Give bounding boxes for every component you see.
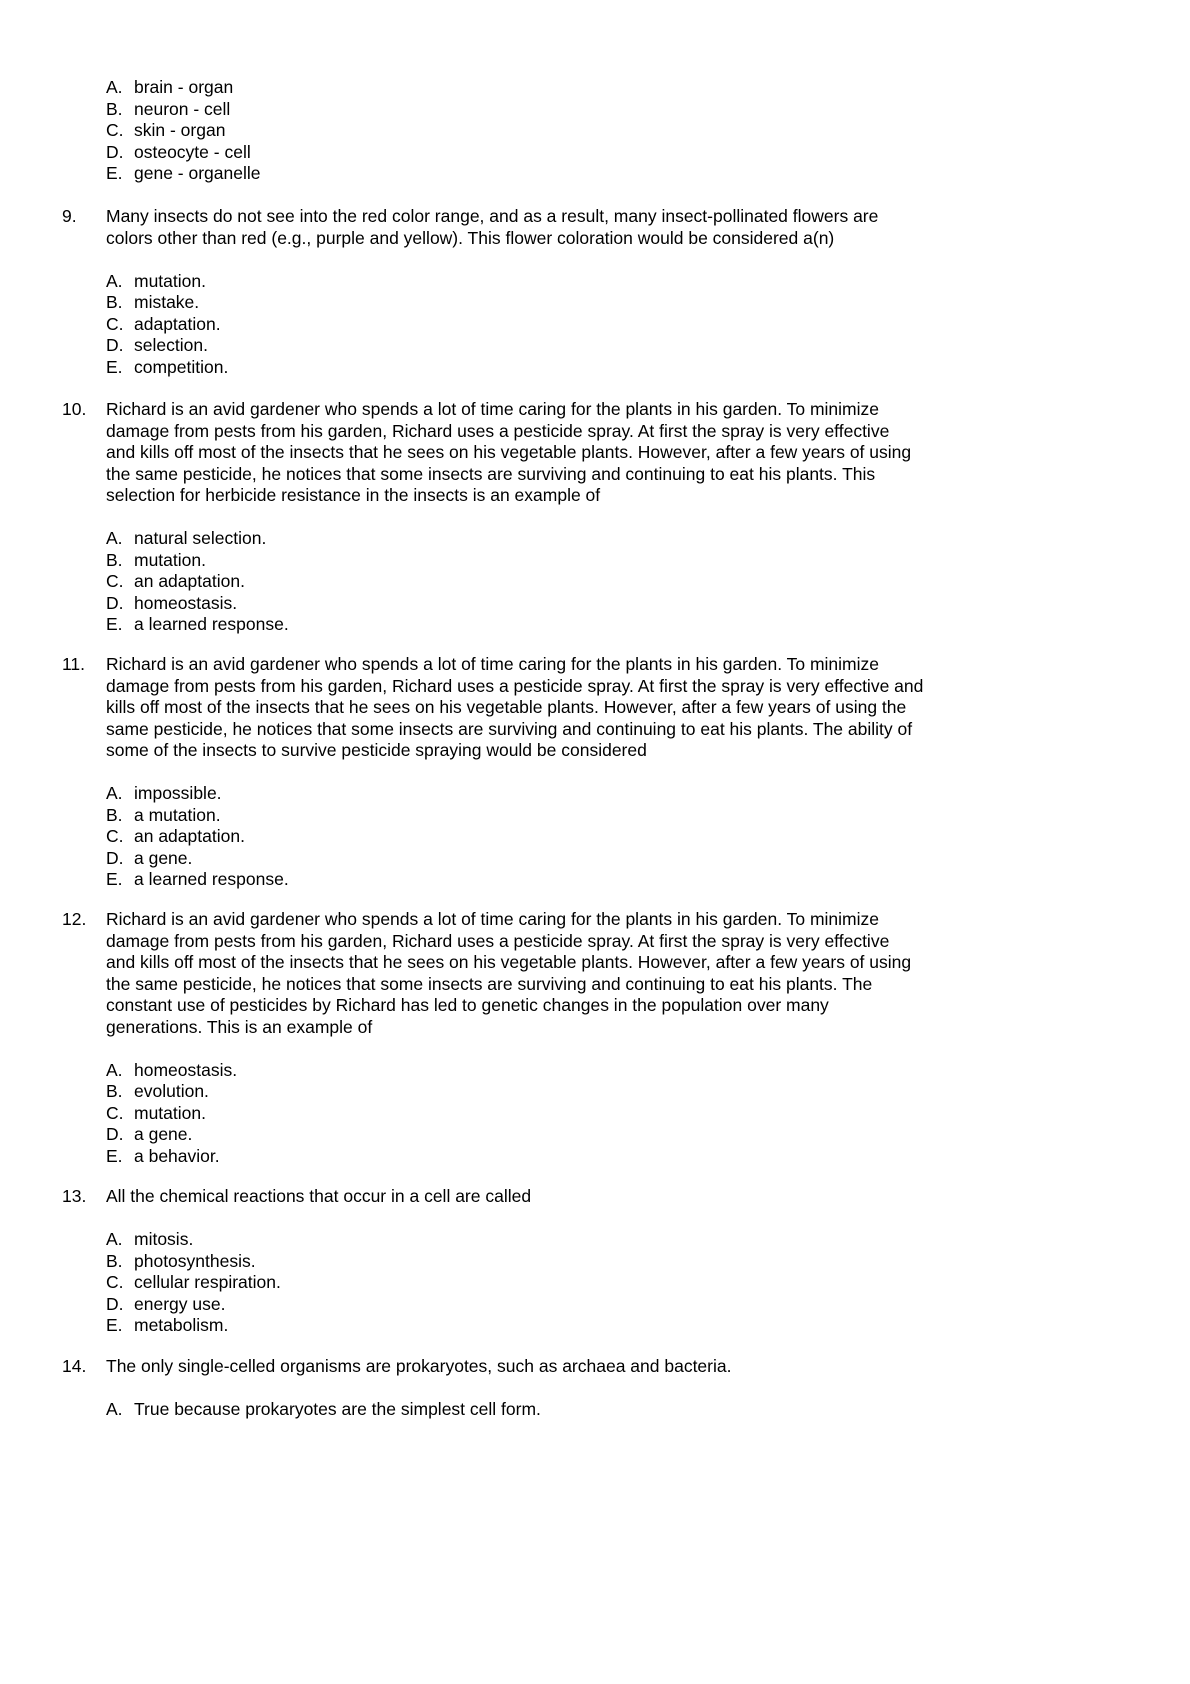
question-number: 9. xyxy=(62,206,77,226)
answer-option xyxy=(0,1294,1190,1316)
option-letter: E. xyxy=(106,356,123,377)
question-text-line xyxy=(0,1017,1190,1039)
answer-option xyxy=(0,1103,1190,1125)
option-text: a learned response. xyxy=(134,869,289,889)
question-11 xyxy=(0,654,1190,891)
option-letter: D. xyxy=(106,592,124,613)
option-letter: B. xyxy=(106,292,123,312)
question-text: Richard is an avid gardener who spends a lot of time caring for the plants in his garden. To minimize xyxy=(106,654,879,674)
question-text: Richard is an avid gardener who spends a lot of time caring for the plants in his garden. To minimize xyxy=(106,909,879,929)
question-13 xyxy=(0,1186,1190,1337)
option-text: neuron - cell xyxy=(134,98,231,119)
option-text: mutation. xyxy=(134,270,206,291)
spacer xyxy=(0,507,1190,529)
question-text-line xyxy=(0,931,1190,953)
question-text-line xyxy=(0,974,1190,996)
answer-option xyxy=(0,271,1190,293)
option-letter: A. xyxy=(106,783,123,803)
question-text-line xyxy=(0,676,1190,698)
question-text: kills off most of the insects that he sees on his vegetable plants. However, after a few years of using the xyxy=(106,697,907,717)
answer-option xyxy=(0,805,1190,827)
option-text: adaptation. xyxy=(134,313,221,334)
option-letter: D. xyxy=(106,1293,124,1314)
option-text: mitosis. xyxy=(134,1229,194,1249)
option-letter: A. xyxy=(106,77,123,97)
option-letter: E. xyxy=(106,869,123,889)
question-text: the same pesticide, he notices that some insects are surviving and continuing to eat his plants. The xyxy=(106,973,873,994)
question-number: 14. xyxy=(62,1356,87,1376)
question-number: 12. xyxy=(62,909,87,929)
question-text-line xyxy=(0,1186,1190,1208)
option-letter: C. xyxy=(106,120,124,140)
option-text: skin - organ xyxy=(134,120,226,140)
option-letter: C. xyxy=(106,571,124,591)
option-text: energy use. xyxy=(134,1293,226,1314)
option-letter: D. xyxy=(106,141,124,162)
option-text: brain - organ xyxy=(134,77,234,97)
question-continued xyxy=(0,77,1190,185)
question-14 xyxy=(0,1356,1190,1421)
answer-option xyxy=(0,1272,1190,1294)
question-text-line xyxy=(0,464,1190,486)
question-text-line xyxy=(0,952,1190,974)
option-letter: E. xyxy=(106,163,123,183)
option-text: an adaptation. xyxy=(134,571,245,591)
question-text: damage from pests from his garden, Richard uses a pesticide spray. At first the spray is very effective xyxy=(106,420,890,441)
option-text: mutation. xyxy=(134,549,206,570)
question-text: the same pesticide, he notices that some insects are surviving and continuing to eat his plants. This xyxy=(106,463,876,484)
option-letter: C. xyxy=(106,1102,124,1123)
question-text-line xyxy=(0,228,1190,250)
question-text-line xyxy=(0,206,1190,228)
option-letter: B. xyxy=(106,549,123,570)
question-text: The only single-celled organisms are prokaryotes, such as archaea and bacteria. xyxy=(106,1356,732,1376)
answer-option xyxy=(0,550,1190,572)
option-letter: E. xyxy=(106,1145,123,1166)
question-number: 13. xyxy=(62,1186,87,1206)
option-letter: D. xyxy=(106,1124,124,1144)
spacer xyxy=(0,249,1190,271)
question-text-line xyxy=(0,654,1190,676)
option-text: a behavior. xyxy=(134,1145,220,1166)
spacer xyxy=(0,762,1190,784)
option-letter: A. xyxy=(106,270,123,291)
question-number: 10. xyxy=(62,399,87,419)
answer-option xyxy=(0,314,1190,336)
question-number: 11. xyxy=(62,654,86,674)
answer-option xyxy=(0,1060,1190,1082)
option-letter: C. xyxy=(106,826,124,846)
answer-option xyxy=(0,120,1190,142)
option-letter: A. xyxy=(106,528,123,548)
option-text: osteocyte - cell xyxy=(134,141,251,162)
option-letter: A. xyxy=(106,1399,123,1419)
option-text: metabolism. xyxy=(134,1315,229,1335)
question-text-line xyxy=(0,697,1190,719)
spacer xyxy=(0,1378,1190,1400)
option-text: evolution. xyxy=(134,1081,209,1101)
answer-option xyxy=(0,869,1190,891)
option-letter: A. xyxy=(106,1229,123,1249)
answer-option xyxy=(0,1146,1190,1168)
option-text: gene - organelle xyxy=(134,163,261,183)
answer-option xyxy=(0,593,1190,615)
option-text: photosynthesis. xyxy=(134,1250,256,1271)
question-text-line xyxy=(0,995,1190,1017)
answer-option xyxy=(0,335,1190,357)
question-text-line xyxy=(0,399,1190,421)
option-letter: B. xyxy=(106,1081,123,1101)
question-text: All the chemical reactions that occur in a cell are called xyxy=(106,1186,532,1206)
option-text: natural selection. xyxy=(134,528,267,548)
option-letter: E. xyxy=(106,614,123,634)
question-text: damage from pests from his garden, Richard uses a pesticide spray. At first the spray is very effective xyxy=(106,930,890,951)
option-text: mutation. xyxy=(134,1102,206,1123)
question-text: same pesticide, he notices that some insects are surviving and continuing to eat his plants. The ability of xyxy=(106,718,913,739)
question-10 xyxy=(0,399,1190,636)
option-letter: B. xyxy=(106,804,123,825)
answer-option xyxy=(0,1399,1190,1421)
answer-option xyxy=(0,1124,1190,1146)
option-letter: A. xyxy=(106,1059,123,1080)
option-text: a gene. xyxy=(134,1124,193,1144)
option-text: a gene. xyxy=(134,847,193,868)
option-text: impossible. xyxy=(134,783,222,803)
question-text-line xyxy=(0,485,1190,507)
question-text-line xyxy=(0,909,1190,931)
option-text: selection. xyxy=(134,335,208,355)
answer-option xyxy=(0,848,1190,870)
option-letter: B. xyxy=(106,98,123,119)
option-text: cellular respiration. xyxy=(134,1272,281,1292)
option-letter: C. xyxy=(106,313,124,334)
answer-option xyxy=(0,528,1190,550)
question-text: constant use of pesticides by Richard has led to genetic changes in the population over many xyxy=(106,995,829,1015)
option-letter: D. xyxy=(106,847,124,868)
question-text-line xyxy=(0,719,1190,741)
question-text: and kills off most of the insects that he sees on his vegetable plants. However, after a few years of using xyxy=(106,442,912,462)
question-text: damage from pests from his garden, Richard uses a pesticide spray. At first the spray is very effective and xyxy=(106,675,924,696)
answer-option xyxy=(0,1229,1190,1251)
option-text: a learned response. xyxy=(134,614,289,634)
answer-option xyxy=(0,1081,1190,1103)
question-text: Richard is an avid gardener who spends a lot of time caring for the plants in his garden. To minimize xyxy=(106,399,879,419)
answer-option xyxy=(0,292,1190,314)
answer-option xyxy=(0,99,1190,121)
option-text: an adaptation. xyxy=(134,826,245,846)
spacer xyxy=(0,1208,1190,1230)
question-text: some of the insects to survive pesticide spraying would be considered xyxy=(106,740,647,760)
question-text-line xyxy=(0,1356,1190,1378)
option-text: competition. xyxy=(134,356,229,377)
option-letter: B. xyxy=(106,1250,123,1271)
answer-option xyxy=(0,77,1190,99)
question-text-line xyxy=(0,442,1190,464)
question-text-line xyxy=(0,740,1190,762)
question-text: and kills off most of the insects that he sees on his vegetable plants. However, after a few years of using xyxy=(106,952,912,972)
answer-option xyxy=(0,614,1190,636)
spacer xyxy=(0,1038,1190,1060)
option-text: homeostasis. xyxy=(134,1059,238,1080)
question-12 xyxy=(0,909,1190,1167)
question-text: colors other than red (e.g., purple and yellow). This flower coloration would be considered a(n) xyxy=(106,227,835,248)
answer-option xyxy=(0,783,1190,805)
option-text: mistake. xyxy=(134,292,200,312)
option-text: True because prokaryotes are the simplest cell form. xyxy=(134,1399,541,1419)
answer-option xyxy=(0,571,1190,593)
question-text: generations. This is an example of xyxy=(106,1016,373,1037)
answer-option xyxy=(0,1315,1190,1337)
answer-option xyxy=(0,1251,1190,1273)
answer-option xyxy=(0,826,1190,848)
option-letter: D. xyxy=(106,335,124,355)
answer-option xyxy=(0,142,1190,164)
option-text: a mutation. xyxy=(134,804,221,825)
answer-option xyxy=(0,357,1190,379)
option-letter: E. xyxy=(106,1315,123,1335)
option-letter: C. xyxy=(106,1272,124,1292)
question-text: selection for herbicide resistance in the insects is an example of xyxy=(106,485,601,505)
option-text: homeostasis. xyxy=(134,592,238,613)
answer-option xyxy=(0,163,1190,185)
question-text: Many insects do not see into the red color range, and as a result, many insect-pollinated flowers are xyxy=(106,206,879,226)
question-9 xyxy=(0,206,1190,378)
question-text-line xyxy=(0,421,1190,443)
